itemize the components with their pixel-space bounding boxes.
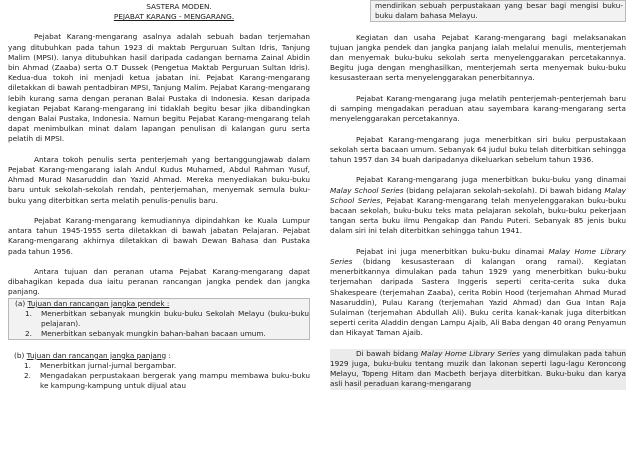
paragraph: Kegiatan dan usaha Pejabat Karang-mengarang bagi melaksanakan tujuan jangka pendek dan jangka panjang ialah melalui menulis, menterjemah dan menyemak buku-buku sekolah serta menyelenggarakan percetakannya. Begitu juga dengan menghasilkan, menterjemah serta menyemak buku-buku kesusasteraan serta menyelenggarakan penerbitannya. [330,32,626,83]
section-title: (b) Tujuan dan rancangan jangka panjang : [14,350,171,360]
continued-list-text: mendirikan sebuah perpustakaan yang besar bagi mengisi buku-buku dalam bahasa Melayu. [370,0,626,22]
paragraph: Pejabat ini juga menerbitkan buku-buku dinamai Malay Home Library Series (bidang kesusasteraan di kalangan orang ramai). Kegiatan menerbitkannya dimulakan pada tahun 1929 yang menerbitkan buku-buku terjemahan daripada Sastera Inggeris seperti cerita-cerita suka duka Shakespeare (terjemahan Zaaba), cerita Robin Hood (terjemahan Ahmad Murad Nasaruddin), Pulau Karang (terjemahan Yazid Ahmad) dan Gua Intan Raja Sulaiman (terjemahan Abdullah Ali). Buku cerita kanak-kanak juga diterbitkan seperti cerita Aladdin dengan Lampu Ajaib, Ali Baba dengan 40 orang Penyamun dan Hikayat Taman Ajaib. [330,246,626,338]
series-name: Malay School Series [330,185,404,195]
heading-title: SASTERA MODEN. [146,2,212,11]
paragraph: Antara tokoh penulis serta penterjemah yang bertanggungjawab dalam Pejabat Karang-mengarang ialah Andul Kudus Muhamed, Abdul Rahman Yusuf, Ahmad Murad Nasaruddin dan Yazid Ahmad. Mereka menyediakan buku-buku baru untuk sekolah-sekolah rendah, penterjemahan, menyemak semula buku-buku yang diterbitkan serta melatih penulis-penulis baru. [8,154,310,205]
goal-list [14,361,310,392]
series-name: Malay School Series [330,185,626,205]
series-name: Malay Home Library Series [330,246,626,266]
paragraph: Antara tujuan dan peranan utama Pejabat Karang-mengarang dapat dibahagikan kepada dua iaitu peranan rancangan jangka pendek dan jangka panjang. [8,267,310,297]
short-term-goals-section [8,298,310,341]
document-header [8,2,310,22]
goal-list [15,309,309,340]
paragraph: Pejabat Karang-mengarang juga melatih penterjemah-penterjemah baru di samping mengadakan peraduan atau sayembara karang-mengarang serta menyelenggarakan percetakannya. [330,93,626,124]
section-title-text: Tujuan dan rancangan jangka panjang [26,350,167,360]
list-item: 1. Menerbitkan jurnal-jurnal bergambar. [24,360,177,370]
list-item: 1. Menerbitkan sebanyak mungkin buku-buku Sekolah Melayu (buku-buku pelajaran). [25,308,309,329]
heading-subtitle: PEJABAT KARANG - MENGARANG. [113,12,235,22]
right-column [330,0,626,390]
paragraph: Pejabat Karang-mengarang kemudiannya dipindahkan ke Kuala Lumpur antara tahun 1945-1955 serta diletakkan di bawah jabatan Pelajaran. Pejabat Karang-mengarang akhirnya diletakkan di bawah Dewan Bahasa dan Pustaka pada tahun 1956. [8,216,310,256]
section-title: (a) Tujuan dan rancangan jangka pendek : [15,298,170,308]
long-term-goals-section [8,351,310,392]
list-item: 2. Mengadakan perpustakaan bergerak yang mampu membawa buku-buku ke kampung-kampung untuk dijual atau [24,371,310,391]
paragraph: Pejabat Karang-mengarang juga menerbitkan siri buku perpustakaan sekolah serta bacaan umum. Sebanyak 64 judul buku telah diterbitkan sehingga tahun 1957 dan 34 buah daripadanya dikeluarkan sebelum tahun 1936. [330,134,626,164]
list-item: 2. Menerbitkan sebanyak mungkin bahan-bahan bacaan umum. [25,329,266,339]
section-title-text: Tujuan dan rancangan jangka pendek : [27,298,170,308]
series-name: Malay Home Library Series [420,348,520,358]
paragraph: Pejabat Karang-mengarang juga menerbitkan buku-buku yang dinamai Malay School Series (bidang pelajaran sekolah-sekolah). Di bawah bidang Malay School Series, Pejabat Karang-mengarang telah menyelenggarakan buku-buku bacaan sekolah, buku-buku teks mata pelajaran sekolah, buku-buku pekerjaan tangan serta buku ilmu Pengakap dan Pandu Puteri. Sebanyak 85 jenis buku dalam siri ini telah diterbitkan sehingga tahun 1941. [330,175,627,236]
paragraph: Pejabat Karang-mengarang asalnya adalah sebuah badan terjemahan yang ditubuhkan pada tahun 1923 di maktab Perguruan Sultan Idris, Tanjung Malim (MPSI). Ianya ditubuhkan hasil daripada cadangan bernama Zainal Abidin bin Ahmad (Zaaba) serta O.T Dussek (Pengetua Maktab Perguruan Sultan Idris). Kedua-dua tokoh ini menjadi ketua jabatan ini. Pejabat Karang-mengarang diletakkan di bawah pentadbiran MPSI, Tanjung Malim. Pejabat Karang-mengarang lebih kurang sama dengan peranan Balai Pustaka di Indonesia. Kesan daripada kegiatan Pejabat Karang-mengarang ini tidaklah begitu besar jika dibandingkan dengan Balai Pustaka, Indonesia. Namun begitu Pejabat Karang-mengarang telah dapat menimbulkan minat dalam lapangan penulisan di kalangan guru serta pelatih di MPSI. [8,32,310,144]
paragraph: Di bawah bidang Malay Home Library Series yang dimulakan pada tahun 1929 juga, buku-buku tentang muzik dan lakonan seperti lagu-lagu Keroncong Melayu, Topeng Hitam dan Macbeth berjaya diterbitkan. Buku-buku dan karya asli hasil peraduan karang-mengarang [330,348,626,389]
left-column [8,0,310,391]
